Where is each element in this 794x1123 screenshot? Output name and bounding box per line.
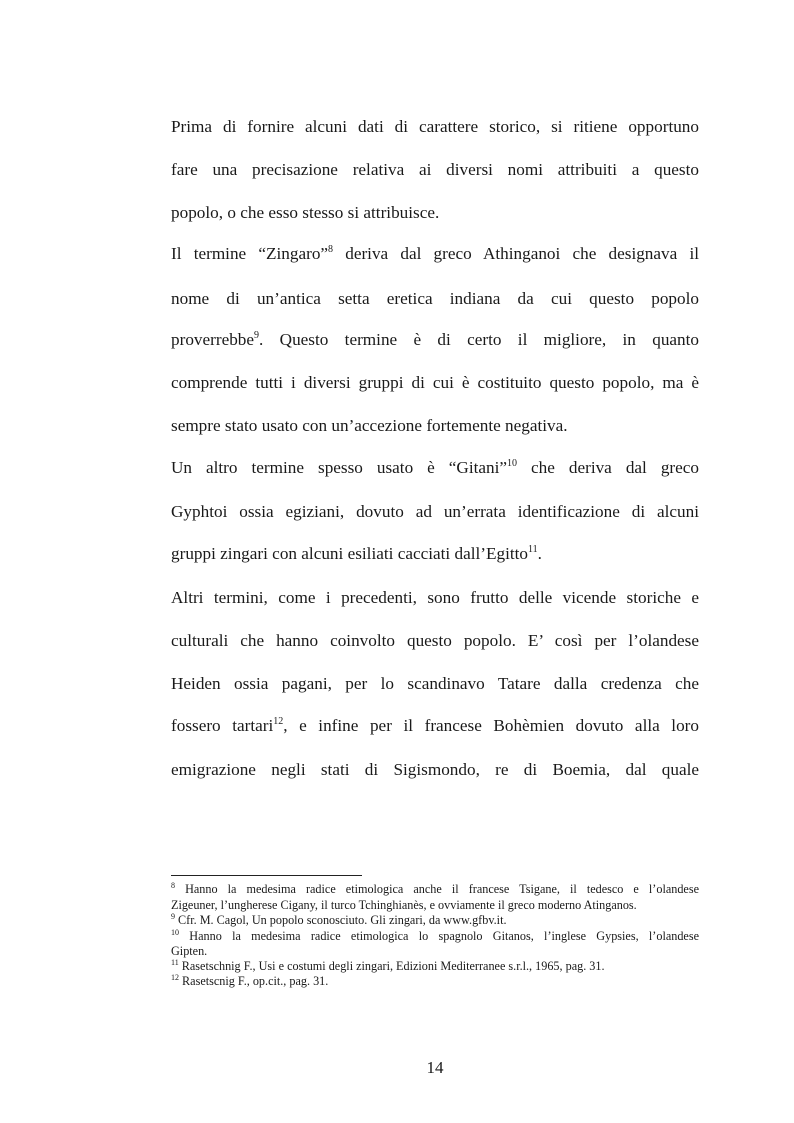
body-line: Altri termini, come i precedenti, sono frutto delle vicende storiche e <box>171 588 699 607</box>
body-line: comprende tutti i diversi gruppi di cui è costituito questo popolo, ma è <box>171 373 699 392</box>
body-line: emigrazione negli stati di Sigismondo, re di Boemia, dal quale <box>171 760 699 779</box>
footnote-12: $^{12}$ Rasetscnig F., op.cit., pag. 31. <box>171 973 329 988</box>
footnote-10-cont: Gipten. <box>171 944 208 958</box>
body-line: gruppi zingari con alcuni esiliati cacciati dall’Egitto$^{11}$. <box>171 544 542 563</box>
footnote-9: $^9$ Cfr. M. Cagol, Un popolo sconosciuto. Gli zingari, da www.gfbv.it. <box>171 912 507 927</box>
footnote-8: $^8$ Hanno la medesima radice etimologica anche il francese Tsigane, il tedesco e l’olandese <box>171 881 699 896</box>
body-line: Un altro termine spesso usato è “Gitani”$^{10}$ che deriva dal greco <box>171 458 699 477</box>
footnote-separator <box>171 875 362 876</box>
page-number: 14 <box>426 1058 444 1077</box>
body-line: sempre stato usato con un’accezione fortemente negativa. <box>171 416 568 435</box>
body-line: fare una precisazione relativa ai diversi nomi attribuiti a questo <box>171 160 699 179</box>
body-line: proverrebbe$^9$. Questo termine è di certo il migliore, in quanto <box>171 330 699 349</box>
body-line: fossero tartari$^{12}$, e infine per il francese Bohèmien dovuto alla loro <box>171 716 699 735</box>
footnote-10: $^{10}$ Hanno la medesima radice etimologica lo spagnolo Gitanos, l’inglese Gypsies, l’olandese <box>171 928 699 943</box>
body-line: Heiden ossia pagani, per lo scandinavo Tatare dalla credenza che <box>171 674 699 693</box>
footnote-ref[interactable]: 9 <box>254 330 260 341</box>
footnote-ref[interactable]: 10 <box>507 458 518 469</box>
body-line: Gyphtoi ossia egiziani, dovuto ad un’errata identificazione di alcuni <box>171 502 699 521</box>
footnote-11: $^{11}$ Rasetschnig F., Usi e costumi degli zingari, Edizioni Mediterranee s.r.l., 1965, pag. 31. <box>171 958 605 973</box>
footnote-8-cont: Zigeuner, l’ungherese Cigany, il turco Tchinghianès, e ovviamente il greco moderno Atinganos. <box>171 898 637 912</box>
body-line: nome di un’antica setta eretica indiana da cui questo popolo <box>171 289 699 308</box>
footnote-ref[interactable]: 8 <box>328 244 334 255</box>
body-line: culturali che hanno coinvolto questo popolo. E’ così per l’olandese <box>171 631 699 650</box>
body-line: Il termine “Zingaro”$^8$ deriva dal greco Athinganoi che designava il <box>171 244 699 263</box>
body-line: popolo, o che esso stesso si attribuisce. <box>171 203 440 222</box>
footnote-ref[interactable]: 12 <box>273 716 284 727</box>
footnote-ref[interactable]: 11 <box>528 544 538 555</box>
body-line: Prima di fornire alcuni dati di carattere storico, si ritiene opportuno <box>171 117 699 136</box>
